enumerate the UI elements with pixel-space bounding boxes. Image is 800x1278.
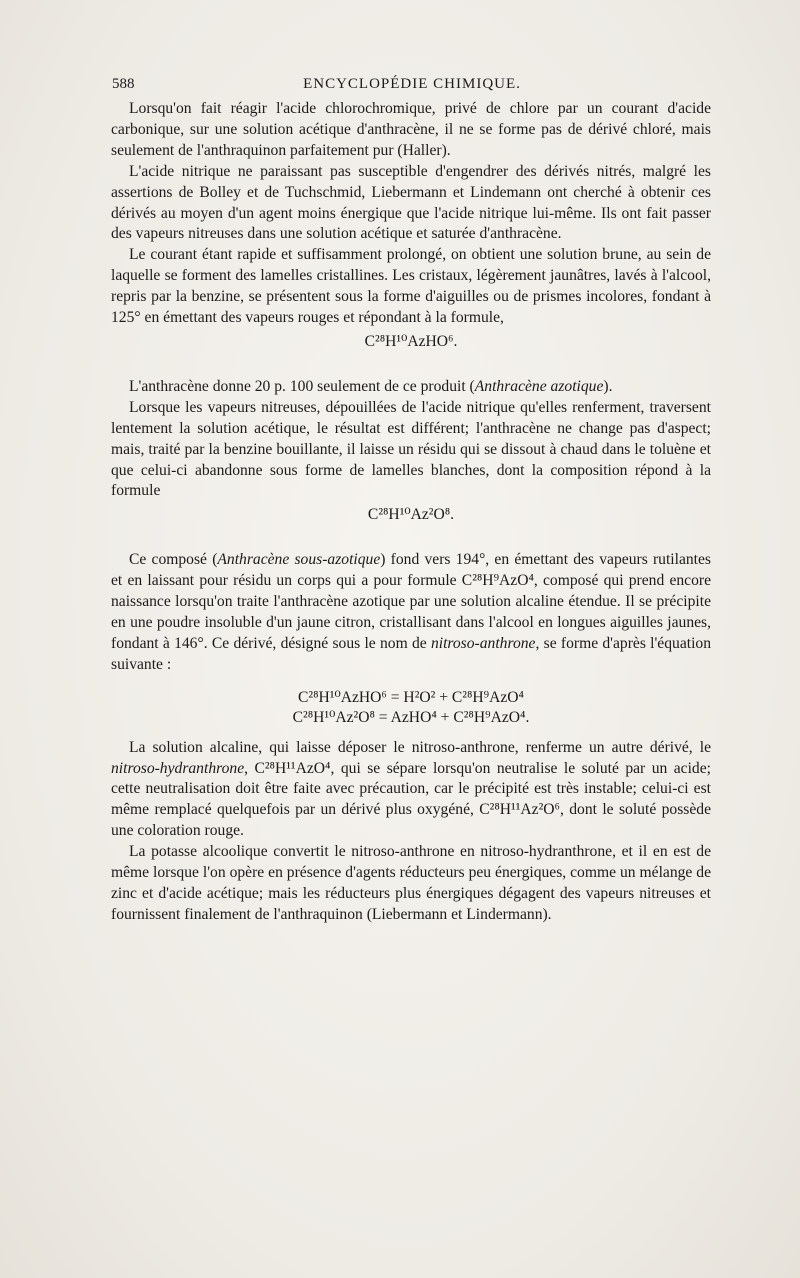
paragraph-5: Lorsque les vapeurs nitreuses, dépouillées de l'acide nitrique qu'elles renferment, traversent lentement la solution acétique, le résultat est différent; l'anthracène ne change pas d'aspect; mais, traité par la benzine bouillante, il laisse un résidu qui se dissout à chaud dans le toluène et que celui-ci abandonne sous forme de lamelles blanches, dont la composition répond à la formule [111, 398, 711, 500]
paragraph-6-text-a: Ce composé ( [129, 551, 218, 569]
paragraph-8: La potasse alcoolique convertit le nitroso-anthrone en nitroso-hydranthrone, et il en est de même lorsque l'on opère en présence d'agents réducteurs peu énergiques, comme un mélange de zinc et d'acide acétique; mais les réducteurs plus énergiques dégagent des vapeurs nitreuses et fournissent finalement de l'anthraquinon (Liebermann et Lindermann). [111, 843, 711, 923]
paragraph-2: L'acide nitrique ne paraissant pas susceptible d'engendrer des dérivés nitrés, malgré les assertions de Bolley et de Tuchschmid, Liebermann et Lindemann ont cherché à obtenir ces dérivés au moyen d'un agent moins énergique que l'acide nitrique lui-même. Ils ont fait passer des vapeurs nitreuses dans une solution acétique et saturée d'anthracène. [111, 162, 711, 243]
running-title: ENCYCLOPÉDIE CHIMIQUE. [303, 76, 521, 92]
paragraph-1: Lorsqu'on fait réagir l'acide chlorochromique, privé de chlore par un courant d'acide carbonique, sur une solution acétique d'anthracène, il ne se forme pas de dérivé chloré, mais seulement de l'anthraquinon parfaitement pur (Haller). [111, 100, 711, 159]
paragraph-7-text-b: , C²⁸H¹¹AzO⁴, qui se sépare lorsqu'on neutralise le soluté par un acide; cette neutralisation doit être faite avec précaution, car le précipité est très instable; celui-ci est même remplacé quelquefois par un dérivé plus oxygéné, C²⁸H¹¹Az²O⁶, dont le soluté possède une coloration rouge. [111, 759, 711, 840]
paragraph-6-italic-2: nitroso-anthrone [430, 634, 536, 652]
formula-anthracene-sous-azotique: C²⁸H¹⁰Az²O⁸. [367, 506, 455, 524]
paragraph-7 [111, 738, 711, 843]
paragraph-4-text-a: L'anthracène donne 20 p. 100 seulement de ce produit ( [129, 377, 475, 395]
paragraph-6-italic-1: Anthracène sous-azotique [217, 551, 381, 569]
paragraph-6-text-c: , se forme d'après l'équation suivante : [111, 634, 711, 673]
equation-2: C²⁸H¹⁰Az²O⁸ = AzHO⁴ + C²⁸H⁹AzO⁴. [292, 708, 530, 726]
paragraph-7-italic: nitroso-hydranthrone [111, 759, 245, 777]
body-text [111, 99, 711, 926]
formula-anthracene-azotique: C²⁸H¹⁰AzHO⁶. [364, 332, 458, 350]
paragraph-4-text-b: ). [603, 377, 613, 395]
equations [111, 688, 711, 728]
page-header [112, 76, 712, 98]
paragraph-4-italic: Anthracène azotique [474, 377, 604, 395]
equation-1: C²⁸H¹⁰AzHO⁶ = H²O² + C²⁸H⁹AzO⁴ [298, 688, 524, 706]
page-number: 588 [112, 76, 135, 92]
paragraph-3: Le courant étant rapide et suffisamment prolongé, on obtient une solution brune, au sein de laquelle se forment des lamelles cristallines. Les cristaux, légèrement jaunâtres, lavés à l'alcool, repris par la benzine, se présentent sous la forme d'aiguilles ou de prismes incolores, fondant à 125° en émettant des vapeurs rouges et répondant à la formule, [111, 246, 711, 327]
paragraph-7-text-a: La solution alcaline, qui laisse déposer le nitroso-anthrone, renferme un autre dérivé, le [129, 738, 711, 756]
paragraph-4 [111, 377, 711, 398]
paragraph-6 [111, 550, 711, 675]
paragraph-6-text-b: ) fond vers 194°, en émettant des vapeurs rutilantes et en laissant pour résidu un corps qui a pour formule C²⁸H⁹AzO⁴, composé qui prend encore naissance lorsqu'on traite l'anthracène azotique par une solution alcaline étendue. Il se précipite en une poudre insoluble d'un jaune citron, cristallisant dans l'alcool en longues aiguilles jaunes, fondant à 146°. Ce dérivé, désigné sous le nom de [111, 551, 712, 652]
